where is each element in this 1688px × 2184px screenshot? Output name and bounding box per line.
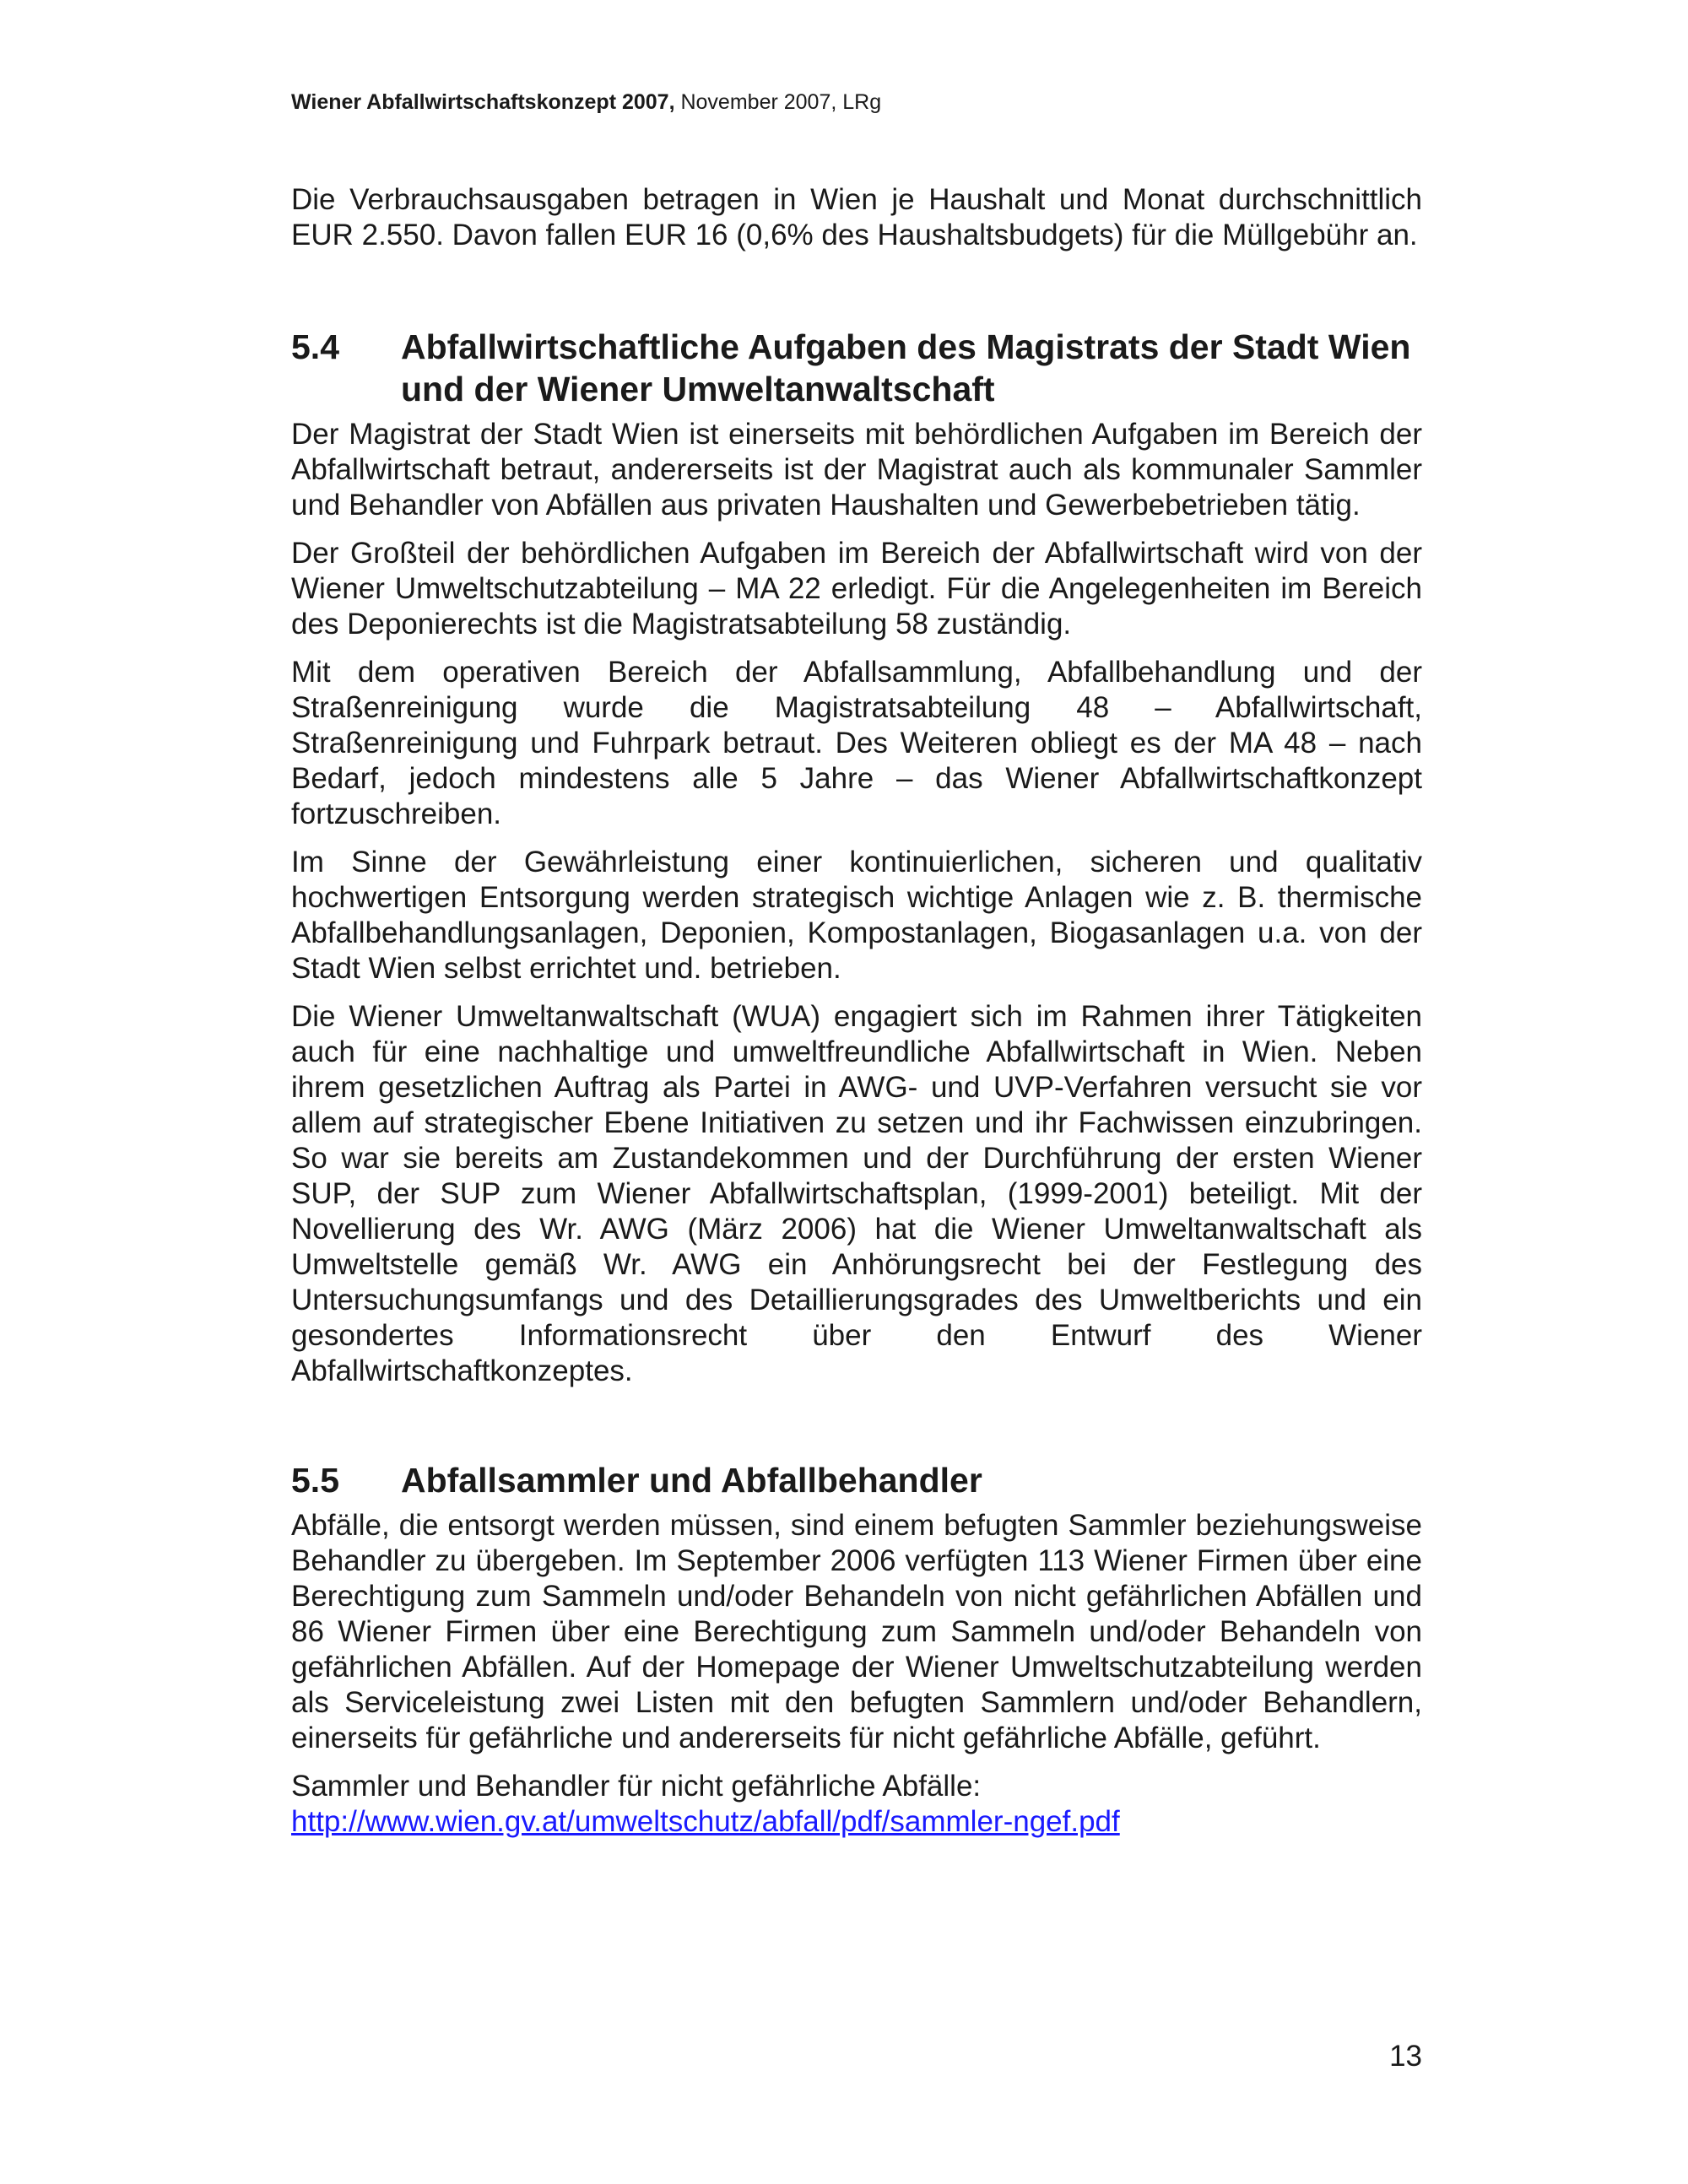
section-5-5-paragraph-1: Abfälle, die entsorgt werden müssen, sind einem befugten Sammler beziehungsweise Behandler zu übergeben. Im September 2006 verfügten 113 Wiener Firmen über eine Berechtigung zum Sammeln und/oder Behandeln von nicht gefährlichen Abfällen und 86 Wiener Firmen über eine Berechtigung zum Sammeln und/oder Behandeln von gefährlichen Abfällen. Auf der Homepage der Wiener Umweltschutzabteilung werden als Serviceleistung zwei Listen mit den befugten Sammlern und/oder Behandlern, einerseits für gefährliche und andererseits für nicht gefährliche Abfälle, geführt. — [291, 1509, 1422, 1754]
section-5-5-number: 5.5 — [291, 1461, 339, 1500]
section-5-4-paragraph-4: Im Sinne der Gewährleistung einer kontinuierlichen, sicheren und qualitativ hochwertigen Entsorgung werden strategisch wichtige Anlagen wie z. B. thermische Abfallbehandlungsanlagen, Deponien, Kompostanlagen, Biogasanlagen u.a. von der Stadt Wien selbst errichtet und. betrieben. — [291, 846, 1422, 985]
header-title-bold: Wiener Abfallwirtschaftskonzept 2007, — [291, 90, 675, 114]
link-label: Sammler und Behandler für nicht gefährliche Abfälle: — [291, 1770, 982, 1803]
sammler-ngef-pdf-link[interactable]: http://www.wien.gv.at/umweltschutz/abfall/pdf/sammler-ngef.pdf — [291, 1805, 1120, 1838]
link-line — [291, 1804, 1422, 1840]
section-5-4-paragraph-5: Die Wiener Umweltanwaltschaft (WUA) engagiert sich im Rahmen ihrer Tätigkeiten auch für eine nachhaltige und umweltfreundliche Abfallwirtschaft in Wien. Neben ihrem gesetzlichen Auftrag als Partei in AWG- und UVP-Verfahren versucht sie vor allem auf strategischer Ebene Initiativen zu setzen und ihr Fachwissen einzubringen. So war sie bereits am Zustandekommen und der Durchführung der ersten Wiener SUP, der SUP zum Wiener Abfallwirtschaftsplan, (1999-2001) beteiligt. Mit der Novellierung des Wr. AWG (März 2006) hat die Wiener Umweltanwaltschaft als Umweltstelle gemäß Wr. AWG ein Anhörungsrecht bei der Festlegung des Untersuchungsumfangs und des Detaillierungsgrades des Umweltberichts und ein gesondertes Informationsrecht über den Entwurf des Wiener Abfallwirtschaftkonzeptes. — [291, 1000, 1422, 1387]
section-5-4-heading — [291, 326, 1422, 410]
section-5-4-paragraph-3: Mit dem operativen Bereich der Abfallsammlung, Abfallbehandlung und der Straßenreinigung wurde die Magistratsabteilung 48 – Abfallwirtschaft, Straßenreinigung und Fuhrpark betraut. Des Weiteren obliegt es der MA 48 – nach Bedarf, jedoch mindestens alle 5 Jahre – das Wiener Abfallwirtschaftkonzept fortzuschreiben. — [291, 656, 1422, 830]
header-title-rest: November 2007, LRg — [674, 90, 882, 114]
section-5-5-heading — [291, 1459, 1422, 1501]
section-5-4-title: Abfallwirtschaftliche Aufgaben des Magistrats der Stadt Wien und der Wiener Umweltanwaltschaft — [401, 327, 1411, 408]
section-5-4-number: 5.4 — [291, 327, 339, 366]
page-header — [291, 89, 881, 115]
document-body — [291, 182, 1422, 1840]
section-5-5-title: Abfallsammler und Abfallbehandler — [401, 1461, 982, 1500]
section-5-4-paragraph-1: Der Magistrat der Stadt Wien ist einerseits mit behördlichen Aufgaben im Bereich der Abfallwirtschaft betraut, andererseits ist der Magistrat auch als kommunaler Sammler und Behandler von Abfällen aus privaten Haushalten und Gewerbebetrieben tätig. — [291, 418, 1422, 522]
section-5-4-paragraph-2: Der Großteil der behördlichen Aufgaben im Bereich der Abfallwirtschaft wird von der Wiener Umweltschutzabteilung – MA 22 erledigt. Für die Angelegenheiten im Bereich des Deponierechts ist die Magistratsabteilung 58 zuständig. — [291, 537, 1422, 641]
intro-paragraph: Die Verbrauchsausgaben betragen in Wien je Haushalt und Monat durchschnittlich EUR 2.550. Davon fallen EUR 16 (0,6% des Haushaltsbudgets) für die Müllgebühr an. — [291, 183, 1422, 251]
page-number: 13 — [1389, 2040, 1422, 2073]
